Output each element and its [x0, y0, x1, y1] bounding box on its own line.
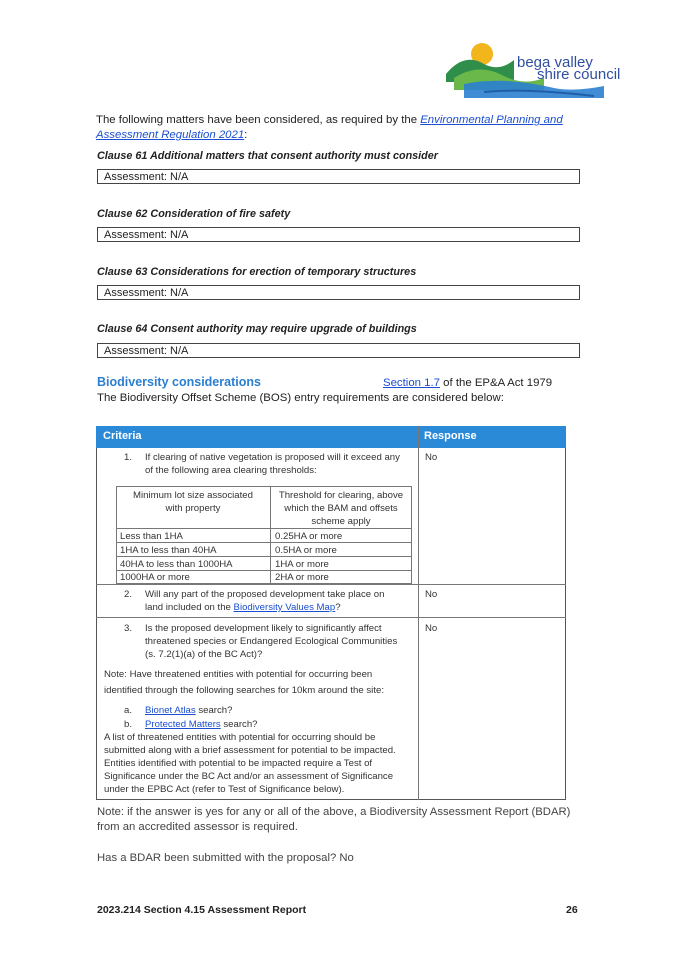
header-response: Response [424, 430, 477, 442]
intro-paragraph [96, 113, 576, 143]
footer-report-title: 2023.214 Section 4.15 Assessment Report [97, 904, 307, 916]
threshold-head-divider [116, 528, 412, 529]
biodiversity-values-map-link[interactable]: Biodiversity Values Map [233, 602, 336, 613]
row-divider-2 [96, 617, 566, 618]
threshold-value-cell: 1HA or more [275, 559, 329, 570]
protected-matters-link[interactable]: Protected Matters [145, 719, 221, 730]
item-b-label: b. [124, 719, 133, 730]
row3-number: 3. [124, 623, 133, 634]
row2-line1: Will any part of the proposed development take place on [145, 589, 385, 600]
threshold-head-left-2: with property [165, 503, 221, 514]
clause-64-title: Clause 64 Consent authority may require upgrade of buildings [97, 323, 417, 335]
intro-text: The following matters have been considered, as required by the [96, 114, 421, 126]
clause-62-assessment: Assessment: N/A [97, 227, 580, 242]
clause-62-title: Clause 62 Consideration of fire safety [97, 208, 291, 220]
row3-para-line4: Significance under the BC Act and/or an assessment of Significance [104, 771, 394, 782]
row2-line2-suffix: ? [335, 602, 341, 613]
row1-number: 1. [124, 452, 133, 463]
row3-note-line1: Note: Have threatened entities with potential for occurring been [104, 669, 373, 680]
regulation-link-line1[interactable]: Environmental Planning and [420, 114, 563, 126]
threshold-head-right-1: Threshold for clearing, above [278, 490, 404, 501]
clause-63-title: Clause 63 Considerations for erection of temporary structures [97, 266, 417, 278]
row2-response: No [425, 589, 438, 600]
threshold-size-cell: 1000HA or more [120, 572, 190, 583]
bdar-note-line2: from an accredited assessor is required. [97, 821, 298, 833]
header-criteria: Criteria [103, 430, 142, 442]
section-reference [383, 376, 552, 391]
row2-number: 2. [124, 589, 133, 600]
item-a-label: a. [124, 705, 133, 716]
bionet-atlas-link[interactable]: Bionet Atlas [145, 705, 196, 716]
intro-suffix: : [244, 129, 248, 141]
clause-61-assessment: Assessment: N/A [97, 169, 580, 184]
threshold-value-cell: 0.5HA or more [275, 545, 337, 556]
column-divider [418, 426, 419, 800]
section-1-7-link[interactable]: Section 1.7 [383, 377, 440, 389]
item-a-suffix: search? [195, 705, 233, 716]
biodiversity-heading: Biodiversity considerations [97, 375, 261, 389]
bdar-note-line1: Note: if the answer is yes for any or all of the above, a Biodiversity Assessment Report (BDAR) [97, 806, 571, 818]
logo-text-line1: bega valley [517, 54, 593, 71]
row-divider-1 [96, 584, 566, 585]
threshold-head-right [270, 489, 412, 528]
section-suffix: of the EP&A Act 1979 [440, 377, 553, 389]
threshold-size-cell: 40HA to less than 1000HA [120, 559, 233, 570]
row3-note-line2: identified through the following searches for 10km around the site: [104, 685, 384, 696]
item-a [145, 704, 232, 717]
row3-line1: Is the proposed development likely to significantly affect [145, 623, 382, 634]
clause-63-assessment: Assessment: N/A [97, 285, 580, 300]
threshold-head-left [116, 489, 270, 515]
threshold-head-left-1: Minimum lot size associated [133, 490, 253, 501]
row3-para-line1: A list of threatened entities with potential for occurring should be [104, 732, 376, 743]
row3-response: No [425, 623, 438, 634]
biodiversity-intro: The Biodiversity Offset Scheme (BOS) entry requirements are considered below: [97, 392, 504, 404]
row3-line3: (s. 7.2(1)(a) of the BC Act)? [145, 649, 263, 660]
clause-61-title: Clause 61 Additional matters that consent authority must consider [97, 150, 438, 162]
threshold-head-right-3: scheme apply [311, 516, 371, 527]
threshold-head-right-2: which the BAM and offsets [284, 503, 398, 514]
item-b-suffix: search? [220, 719, 258, 730]
row3-para-line2: submitted along with a brief assessment for potential to be impacted. [104, 745, 396, 756]
row3-para-line3: Entities identified with potential to be impacted require a Test of [104, 758, 373, 769]
row3-para-line5: under the EPBC Act (refer to Test of Significance below). [104, 784, 345, 795]
row2-line2-prefix: land included on the [145, 602, 234, 613]
row1-response: No [425, 452, 438, 463]
row1-line2: of the following area clearing thresholds: [145, 465, 317, 476]
threshold-value-cell: 0.25HA or more [275, 531, 343, 542]
threshold-value-cell: 2HA or more [275, 572, 329, 583]
regulation-link-line2[interactable]: Assessment Regulation 2021 [96, 129, 245, 141]
clause-64-assessment: Assessment: N/A [97, 343, 580, 358]
row1-line1: If clearing of native vegetation is proposed will it exceed any [145, 452, 400, 463]
bdar-question: Has a BDAR been submitted with the proposal? No [97, 852, 354, 864]
logo-text-line2: shire council [537, 66, 621, 83]
threshold-size-cell: 1HA to less than 40HA [120, 545, 217, 556]
item-b [145, 718, 258, 731]
page-number: 26 [566, 904, 578, 916]
row2-line2 [145, 601, 341, 614]
row3-line2: threatened species or Endangered Ecological Communities [145, 636, 398, 647]
threshold-size-cell: Less than 1HA [120, 531, 183, 542]
table-header [96, 426, 566, 448]
